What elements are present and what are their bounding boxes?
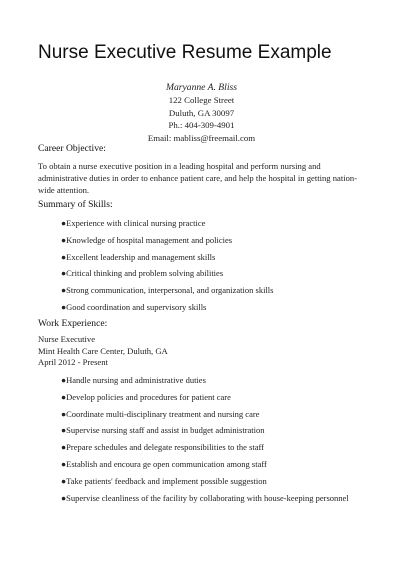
skill-item: ●Critical thinking and problem solving abilities	[61, 268, 224, 279]
duty-item: ●Establish and encoura ge open communication among staff	[61, 458, 267, 469]
skill-item: ●Strong communication, interpersonal, and organization skills	[61, 285, 274, 296]
experience-heading: Work Experience:	[38, 318, 108, 329]
skills-list	[61, 217, 273, 318]
duty-item: ●Handle nursing and administrative duties	[61, 375, 206, 385]
duty-item: ●Supervise cleanliness of the facility by collaborating with house-keeping personnel	[61, 492, 349, 503]
contact-block	[0, 82, 403, 144]
duty-item: ●Coordinate multi-disciplinary treatment and nursing care	[61, 408, 260, 419]
objective-heading: Career Objective:	[38, 143, 106, 154]
skill-item: ●Good coordination and supervisory skills	[61, 301, 207, 312]
contact-email: Email: mabliss@freemail.com	[147, 132, 256, 143]
duty-item: ●Supervise nursing staff and assist in budget administration	[61, 425, 265, 436]
candidate-name: Maryanne A. Bliss	[166, 82, 237, 93]
job-employer: Mint Health Care Center, Duluth, GA	[38, 345, 168, 356]
job-position: Nurse Executive	[38, 334, 96, 344]
skills-heading: Summary of Skills:	[38, 199, 113, 210]
job-details	[38, 334, 168, 369]
skill-item: ●Knowledge of hospital management and policies	[61, 234, 233, 245]
duty-item: ●Take patients' feedback and implement possible suggestion	[61, 475, 267, 486]
contact-street: 122 College Street	[168, 95, 235, 106]
duties-list	[61, 374, 349, 508]
contact-city: Duluth, GA 30097	[168, 107, 235, 118]
skill-item: ●Excellent leadership and management skills	[61, 251, 216, 262]
duty-item: ●Develop policies and procedures for patient care	[61, 391, 231, 402]
job-dates: April 2012 - Present	[38, 357, 108, 368]
skill-item: ●Experience with clinical nursing practice	[61, 218, 206, 228]
objective-text: To obtain a nurse executive position in a leading hospital and perform nursing and administrative duties in order to enhance patient care, and help the hospital in getting nation-wide attention.	[38, 161, 358, 196]
duty-item: ●Prepare schedules and delegate responsibilities to the staff	[61, 442, 265, 453]
document-title: Nurse Executive Resume Example	[38, 42, 332, 63]
contact-phone: Ph.: 404-309-4901	[168, 120, 235, 131]
